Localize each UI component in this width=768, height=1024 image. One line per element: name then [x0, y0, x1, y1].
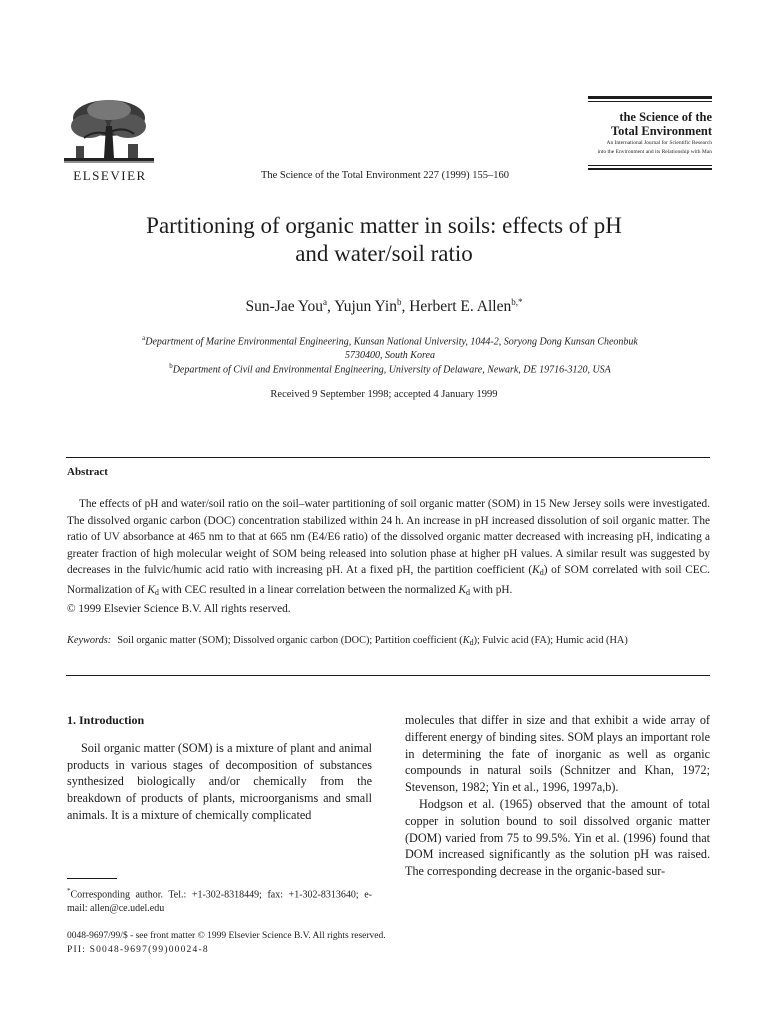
journal-masthead [588, 96, 712, 170]
affiliation-b [90, 359, 690, 377]
abstract-heading: Abstract [67, 466, 108, 478]
author-affil-mark: b [396, 297, 402, 307]
keywords [67, 634, 710, 651]
abstract-text: with CEC resulted in a linear correlation between the normalized [158, 583, 459, 596]
body-paragraph: Hodgson et al. (1965) observed that the amount of total copper in solution bound to soil dissolved organic matter (DOM) varied from 75 to 99.5%. Yin et al. (1996) found that DOM increased significantly as the solution pH was raised. The corresponding decrease in the organic-based sur- [405, 796, 710, 879]
abstract-text: with pH. [469, 583, 513, 596]
masthead-subtitle-2: into the Environment and its Relationship with Man [597, 148, 712, 155]
column-left [67, 712, 372, 824]
journal-citation: The Science of the Total Environment 227 (1999) 155–160 [260, 170, 510, 181]
abstract-body [67, 496, 710, 618]
symbol-d: d [154, 587, 159, 597]
divider [66, 675, 710, 676]
author-affil-mark: b,* [511, 297, 523, 307]
column-right [405, 712, 710, 880]
masthead-rule [588, 101, 712, 102]
footnote-text: Corresponding author. Tel.: +1-302-8318449; fax: +1-302-8313640; e-mail: allen@ce.udel.edu [67, 889, 372, 915]
footnote-rule [67, 878, 117, 879]
divider [66, 457, 710, 458]
title-line-2: and water/soil ratio [295, 241, 473, 266]
received-dates: Received 9 September 1998; accepted 4 January 1999 [270, 389, 498, 400]
masthead-rule [588, 165, 712, 166]
title-line-1: Partitioning of organic matter in soils: effects of pH [146, 213, 622, 238]
author-list: Sun-Jae You$^a$, Yujun Yin$^b$, Herbert E. Allen$^{b,*}$ [245, 297, 523, 316]
body-paragraph: Soil organic matter (SOM) is a mixture of plant and animal products in various stages of decomposition of substances synthesized biologically and/or chemically from the breakdown of products of plants, microorganisms and small animals. It is a mixture of chemically complicated [67, 740, 372, 822]
section-heading: 1. Introduction [67, 713, 145, 727]
masthead-rule [588, 96, 712, 99]
symbol-k: K [147, 583, 155, 596]
pii-line: PII: S0048-9697(99)00024-8 [67, 944, 209, 955]
abstract-paragraph [67, 496, 710, 601]
author-affil-mark: a [323, 297, 328, 307]
publisher-name: ELSEVIER [73, 168, 147, 183]
masthead-subtitle-1: An International Journal for Scientific Research [606, 140, 712, 146]
keywords-text: ); Fulvic acid (FA); Humic acid (HA) [473, 635, 628, 646]
symbol-k: K [532, 564, 540, 576]
affiliation-text-cont: 5730400, South Korea [345, 350, 435, 362]
masthead-title-line1: the Science of the [619, 110, 712, 124]
symbol-k: K [458, 583, 466, 596]
symbol-d: d [465, 587, 470, 597]
symbol-d: d [469, 638, 474, 647]
front-matter-info [67, 930, 567, 957]
affiliation-text: Department of Marine Environmental Engineering, Kunsan National University, 1044-2, Soryong Dong Kunsan Cheonbuk [145, 336, 638, 348]
abstract-text: The effects of pH and water/soil ratio on the soil–water partitioning of soil organic matter (SOM) in 15 New Jersey soils were investigated. The dissolved organic carbon (DOC) concentration stabilized within 24 h. An increase in pH increased dissolution of soil organic matter. The ratio of UV absorbance at 465 nm to that at 665 nm (E4/E6 ratio) of the dissolved organic matter decreased with increasing pH, indicating a greater fraction of high molecular weight of SOM being released into solution phase at higher pH values. A similar result was suggested by decreases in the fulvic/humic acid ratio with increasing pH. At a fixed pH, the partition coefficient ( [67, 498, 710, 576]
author-name: Herbert E. Allen [409, 298, 512, 316]
symbol-k: K [462, 635, 470, 646]
author-name: Sun-Jae You [245, 298, 324, 316]
front-matter-line: 0048-9697/99/$ - see front matter © 1999 Elsevier Science B.V. All rights reserved. [67, 931, 386, 941]
keywords-text: Soil organic matter (SOM); Dissolved organic carbon (DOC); Partition coefficient ( [117, 635, 463, 646]
masthead-title-line2: Total Environment [610, 124, 712, 138]
symbol-d: d [539, 568, 544, 577]
corresponding-author-footnote [67, 884, 372, 916]
abstract-text: ) of SOM correlated with soil CEC. Normalization of [67, 564, 710, 596]
masthead-rule [588, 168, 712, 170]
paper-title [60, 212, 708, 268]
affiliation-mark: a [142, 334, 146, 342]
affiliation-text: Department of Civil and Environmental Engineering, University of Delaware, Newark, DE 19716-3120, USA [172, 364, 611, 376]
footnote-mark: * [67, 887, 71, 895]
keywords-label: Keywords: [67, 635, 112, 646]
abstract-copyright: © 1999 Elsevier Science B.V. All rights reserved. [67, 603, 291, 615]
author-name: Yujun Yin [334, 298, 397, 316]
affiliation-mark: b [169, 362, 173, 370]
body-paragraph: molecules that differ in size and that exhibit a wide array of different energy of binding sites. SOM plays an important role in determining the fate of inorganic as well as organic compounds in natural soils (Schnitzer and Khan, 1972; Stevenson, 1982; Yin et al., 1996, 1997a,b). [405, 713, 710, 795]
elsevier-tree-logo [64, 96, 154, 168]
